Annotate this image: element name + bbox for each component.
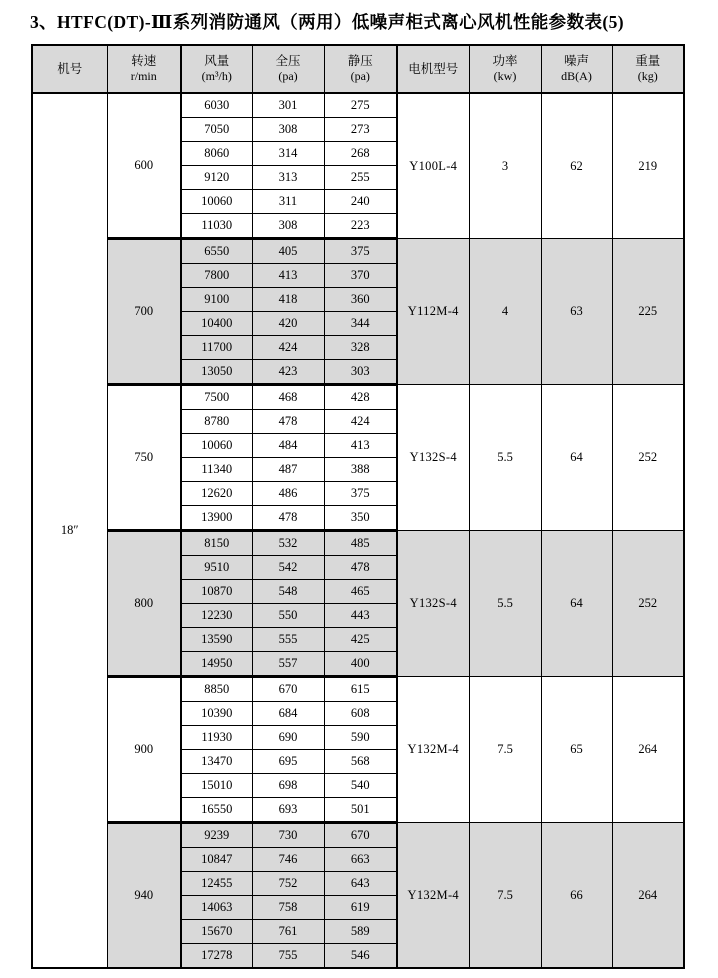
flow-cell: 12620	[181, 482, 252, 506]
total-pressure-cell: 478	[252, 506, 324, 531]
weight-cell: 252	[612, 531, 684, 677]
flow-cell: 10060	[181, 434, 252, 458]
total-pressure-cell: 761	[252, 920, 324, 944]
total-pressure-cell: 487	[252, 458, 324, 482]
flow-cell: 11340	[181, 458, 252, 482]
flow-cell: 8060	[181, 142, 252, 166]
fan-performance-table	[31, 44, 685, 969]
noise-cell: 63	[541, 239, 612, 385]
header-power-label: 功率	[492, 54, 518, 69]
static-pressure-cell: 670	[324, 823, 397, 848]
motor-cell: Y132S-4	[397, 385, 469, 531]
flow-cell: 13900	[181, 506, 252, 531]
header-total-pressure-label: 全压	[275, 54, 301, 69]
total-pressure-cell: 301	[252, 93, 324, 118]
static-pressure-cell: 268	[324, 142, 397, 166]
flow-cell: 15670	[181, 920, 252, 944]
static-pressure-cell: 663	[324, 848, 397, 872]
flow-cell: 12230	[181, 604, 252, 628]
power-cell: 7.5	[469, 677, 541, 823]
static-pressure-cell: 501	[324, 798, 397, 823]
header-weight	[612, 45, 684, 93]
total-pressure-cell: 755	[252, 944, 324, 969]
flow-cell: 10390	[181, 702, 252, 726]
motor-cell: Y132M-4	[397, 823, 469, 969]
static-pressure-cell: 350	[324, 506, 397, 531]
table-header	[32, 45, 684, 93]
header-noise-unit: dB(A)	[561, 69, 592, 84]
static-pressure-cell: 400	[324, 652, 397, 677]
speed-cell: 600	[107, 93, 181, 239]
table-row	[32, 239, 684, 264]
table-row	[32, 385, 684, 410]
header-speed-unit: r/min	[130, 69, 157, 84]
header-static-pressure-unit: (pa)	[350, 69, 370, 84]
speed-cell: 800	[107, 531, 181, 677]
static-pressure-cell: 375	[324, 239, 397, 264]
static-pressure-cell: 240	[324, 190, 397, 214]
total-pressure-cell: 730	[252, 823, 324, 848]
static-pressure-cell: 540	[324, 774, 397, 798]
static-pressure-cell: 615	[324, 677, 397, 702]
flow-cell: 10060	[181, 190, 252, 214]
weight-cell: 225	[612, 239, 684, 385]
total-pressure-cell: 478	[252, 410, 324, 434]
total-pressure-cell: 413	[252, 264, 324, 288]
header-total-pressure	[252, 45, 324, 93]
static-pressure-cell: 443	[324, 604, 397, 628]
header-static-pressure	[324, 45, 397, 93]
flow-cell: 10400	[181, 312, 252, 336]
flow-cell: 13470	[181, 750, 252, 774]
total-pressure-cell: 420	[252, 312, 324, 336]
power-cell: 5.5	[469, 385, 541, 531]
flow-cell: 13590	[181, 628, 252, 652]
speed-cell: 940	[107, 823, 181, 969]
flow-cell: 6030	[181, 93, 252, 118]
total-pressure-cell: 758	[252, 896, 324, 920]
header-motor-label: 电机型号	[408, 61, 459, 76]
flow-cell: 14063	[181, 896, 252, 920]
table-row	[32, 823, 684, 848]
table-row	[32, 531, 684, 556]
table-row	[32, 93, 684, 118]
static-pressure-cell: 255	[324, 166, 397, 190]
noise-cell: 64	[541, 385, 612, 531]
power-cell: 7.5	[469, 823, 541, 969]
motor-cell: Y112M-4	[397, 239, 469, 385]
speed-cell: 700	[107, 239, 181, 385]
flow-cell: 7800	[181, 264, 252, 288]
weight-cell: 264	[612, 677, 684, 823]
flow-cell: 9239	[181, 823, 252, 848]
total-pressure-cell: 418	[252, 288, 324, 312]
flow-cell: 9120	[181, 166, 252, 190]
static-pressure-cell: 608	[324, 702, 397, 726]
static-pressure-cell: 485	[324, 531, 397, 556]
weight-cell: 264	[612, 823, 684, 969]
static-pressure-cell: 344	[324, 312, 397, 336]
flow-cell: 9100	[181, 288, 252, 312]
power-cell: 3	[469, 93, 541, 239]
total-pressure-cell: 308	[252, 214, 324, 239]
total-pressure-cell: 670	[252, 677, 324, 702]
header-flow	[181, 45, 252, 93]
total-pressure-cell: 542	[252, 556, 324, 580]
total-pressure-cell: 532	[252, 531, 324, 556]
header-noise-label: 噪声	[563, 54, 589, 69]
header-noise	[541, 45, 612, 93]
static-pressure-cell: 424	[324, 410, 397, 434]
table-row	[32, 677, 684, 702]
header-static-pressure-label: 静压	[347, 54, 373, 69]
flow-cell: 16550	[181, 798, 252, 823]
flow-cell: 15010	[181, 774, 252, 798]
static-pressure-cell: 375	[324, 482, 397, 506]
header-flow-label: 风量	[204, 54, 230, 69]
total-pressure-cell: 314	[252, 142, 324, 166]
total-pressure-cell: 752	[252, 872, 324, 896]
header-machine	[32, 45, 107, 93]
total-pressure-cell: 690	[252, 726, 324, 750]
header-weight-unit: (kg)	[637, 69, 658, 84]
flow-cell: 12455	[181, 872, 252, 896]
total-pressure-cell: 695	[252, 750, 324, 774]
power-cell: 4	[469, 239, 541, 385]
static-pressure-cell: 275	[324, 93, 397, 118]
flow-cell: 7050	[181, 118, 252, 142]
static-pressure-cell: 619	[324, 896, 397, 920]
static-pressure-cell: 589	[324, 920, 397, 944]
total-pressure-cell: 468	[252, 385, 324, 410]
flow-cell: 9510	[181, 556, 252, 580]
flow-cell: 10847	[181, 848, 252, 872]
total-pressure-cell: 405	[252, 239, 324, 264]
static-pressure-cell: 273	[324, 118, 397, 142]
flow-cell: 8780	[181, 410, 252, 434]
speed-cell: 900	[107, 677, 181, 823]
noise-cell: 62	[541, 93, 612, 239]
static-pressure-cell: 328	[324, 336, 397, 360]
header-weight-label: 重量	[635, 54, 661, 69]
total-pressure-cell: 423	[252, 360, 324, 385]
total-pressure-cell: 684	[252, 702, 324, 726]
static-pressure-cell: 465	[324, 580, 397, 604]
header-power	[469, 45, 541, 93]
flow-cell: 11930	[181, 726, 252, 750]
static-pressure-cell: 370	[324, 264, 397, 288]
total-pressure-cell: 484	[252, 434, 324, 458]
static-pressure-cell: 568	[324, 750, 397, 774]
flow-cell: 13050	[181, 360, 252, 385]
motor-cell: Y132S-4	[397, 531, 469, 677]
header-speed	[107, 45, 181, 93]
header-power-unit: (kw)	[493, 69, 517, 84]
static-pressure-cell: 428	[324, 385, 397, 410]
noise-cell: 66	[541, 823, 612, 969]
header-machine-label: 机号	[57, 61, 83, 76]
static-pressure-cell: 590	[324, 726, 397, 750]
static-pressure-cell: 478	[324, 556, 397, 580]
flow-cell: 11030	[181, 214, 252, 239]
header-total-pressure-unit: (pa)	[278, 69, 298, 84]
header-flow-unit: (m³/h)	[201, 69, 232, 84]
flow-cell: 17278	[181, 944, 252, 969]
total-pressure-cell: 486	[252, 482, 324, 506]
static-pressure-cell: 425	[324, 628, 397, 652]
total-pressure-cell: 746	[252, 848, 324, 872]
header-speed-label: 转速	[131, 54, 157, 69]
noise-cell: 64	[541, 531, 612, 677]
power-cell: 5.5	[469, 531, 541, 677]
static-pressure-cell: 388	[324, 458, 397, 482]
static-pressure-cell: 413	[324, 434, 397, 458]
total-pressure-cell: 550	[252, 604, 324, 628]
static-pressure-cell: 360	[324, 288, 397, 312]
total-pressure-cell: 555	[252, 628, 324, 652]
total-pressure-cell: 313	[252, 166, 324, 190]
total-pressure-cell: 308	[252, 118, 324, 142]
static-pressure-cell: 643	[324, 872, 397, 896]
machine-cell: 18″	[32, 93, 107, 968]
flow-cell: 11700	[181, 336, 252, 360]
page-title: 3、HTFC(DT)-Ⅲ系列消防通风（两用）低噪声柜式离心风机性能参数表(5)	[30, 12, 624, 32]
flow-cell: 10870	[181, 580, 252, 604]
flow-cell: 6550	[181, 239, 252, 264]
total-pressure-cell: 548	[252, 580, 324, 604]
static-pressure-cell: 223	[324, 214, 397, 239]
noise-cell: 65	[541, 677, 612, 823]
total-pressure-cell: 424	[252, 336, 324, 360]
header-motor	[397, 45, 469, 93]
flow-cell: 8850	[181, 677, 252, 702]
flow-cell: 14950	[181, 652, 252, 677]
static-pressure-cell: 546	[324, 944, 397, 969]
flow-cell: 8150	[181, 531, 252, 556]
total-pressure-cell: 693	[252, 798, 324, 823]
speed-cell: 750	[107, 385, 181, 531]
static-pressure-cell: 303	[324, 360, 397, 385]
flow-cell: 7500	[181, 385, 252, 410]
motor-cell: Y132M-4	[397, 677, 469, 823]
total-pressure-cell: 698	[252, 774, 324, 798]
motor-cell: Y100L-4	[397, 93, 469, 239]
total-pressure-cell: 311	[252, 190, 324, 214]
weight-cell: 252	[612, 385, 684, 531]
total-pressure-cell: 557	[252, 652, 324, 677]
weight-cell: 219	[612, 93, 684, 239]
